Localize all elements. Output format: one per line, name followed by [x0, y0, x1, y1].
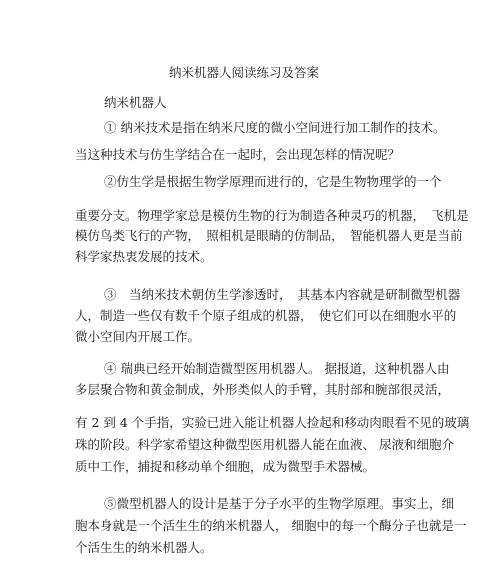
paragraph-line: ②仿生学是根据生物学原理而进行的，它是生物物理学的一个: [104, 174, 442, 189]
paragraph-line: 多层聚合物和黄金制成，外形类似人的手臂，其肘部和腕部很灵活，: [75, 382, 451, 397]
paragraph-line: ① 纳米技术是指在纳米尺度的微小空间进行加工制作的技术。: [104, 120, 446, 135]
paragraph-line: 当这种技术与仿生学结合在一起时，会出现怎样的情况呢？: [75, 147, 401, 162]
document-title: 纳米机器人阅读练习及答案: [169, 65, 320, 80]
paragraph-line: 有 2 到 4 个手指，实验已进入能让机器人捡起和移动肉眼看不见的玻璃: [75, 415, 470, 430]
paragraph-line: ③ 当纳米技术朝仿生学渗透时， 其基本内容就是研制微型机器: [104, 287, 461, 302]
paragraph-line: 微小空间内开展工作。: [75, 329, 201, 344]
paragraph-line: 人，制造一些仅有数千个原子组成的机器， 使它们可以在细胞水平的: [75, 308, 457, 323]
paragraph-line: 模仿鸟类飞行的产物， 照相机是眼睛的仿制品， 智能机器人更是当前: [75, 228, 463, 243]
paragraph-line: ④ 瑞典已经开始制造微型医用机器人。 据报道，这种机器人由: [104, 361, 450, 376]
paragraph-line: 科学家热衷发展的技术。: [75, 249, 213, 264]
paragraph-line: 珠的阶段。科学家希望这种微型医用机器人能在血液、 尿液和细胞介: [75, 437, 454, 452]
paragraph-line: 质中工作，捕捉和移动单个细胞，成为微型手术器械。: [75, 459, 376, 474]
paragraph-line: 个活生生的纳米机器人。: [75, 540, 213, 555]
paragraph-line: ⑤微型机器人的设计是基于分子水平的生物学原理。事实上，细: [104, 496, 455, 511]
document-subtitle: 纳米机器人: [104, 95, 167, 110]
paragraph-line: 胞本身就是一个活生生的纳米机器人， 细胞中的每一个酶分子也就是一: [75, 518, 467, 533]
paragraph-line: 重要分支。物理学家总是模仿生物的行为制造各种灵巧的机器， 飞机是: [75, 208, 469, 223]
